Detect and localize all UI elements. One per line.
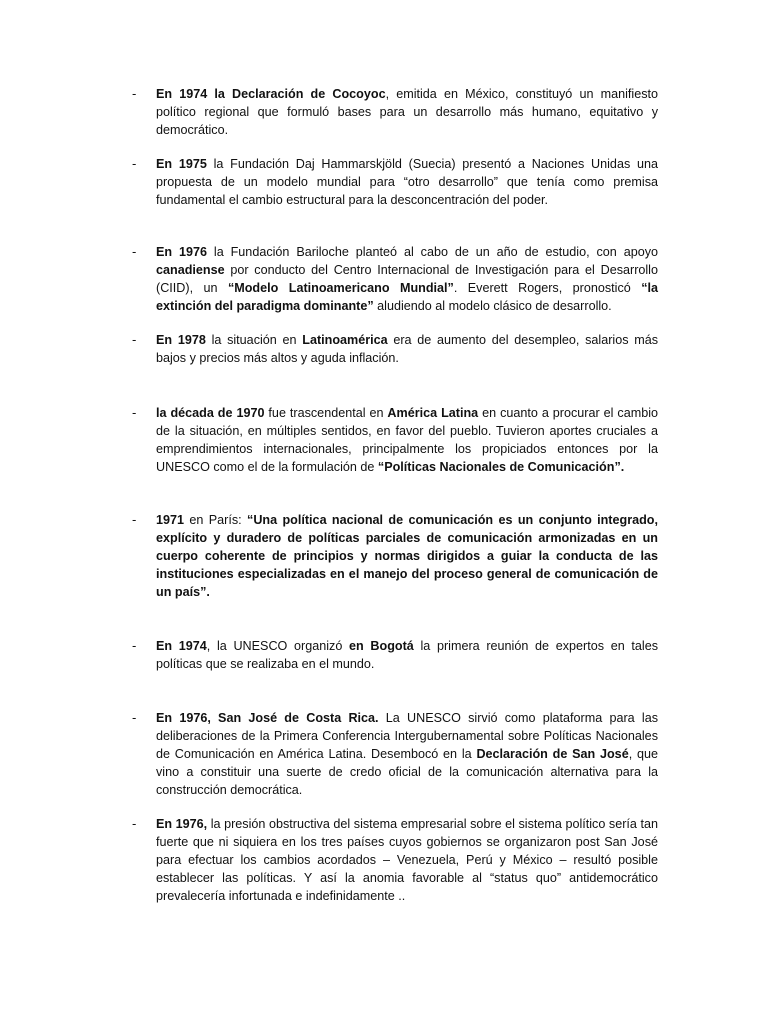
bold-text: En 1976,: [156, 817, 208, 831]
bullet-dash: -: [132, 156, 137, 171]
list-item: [132, 155, 658, 209]
bullet-dash: -: [132, 638, 137, 653]
body-text: . Everett Rogers, pronosticó: [453, 281, 642, 295]
body-text: , que vino a constituir una suerte de credo oficial de la comunicación alternativa para la construcción democrática.: [156, 747, 659, 797]
paragraph: [156, 331, 658, 367]
list-item: [132, 404, 658, 476]
bold-text: En 1974 la Declaración de Cocoyoc: [156, 87, 386, 101]
bold-text: “la extinción del paradigma dominante”: [156, 281, 658, 313]
body-text: por conducto del Centro Internacional de Investigación para el Desarrollo (CIID), un: [156, 263, 658, 295]
paragraph: [156, 637, 658, 673]
body-text: , emitida en México, constituyó un manifiesto político regional que formuló bases para un desarrollo más humano, equitativo y democrático.: [156, 87, 658, 137]
bold-text: Declaración de San José: [476, 747, 629, 761]
list-item: [132, 709, 658, 799]
bold-text: en Bogotá: [349, 639, 414, 653]
body-text: la Fundación Daj Hammarskjöld (Suecia) presentó a Naciones Unidas una propuesta de un modelo mundial para “otro desarrollo” que tenía como premisa fundamental el cambio estructural para la desconcentración del poder.: [156, 157, 659, 207]
body-text: la presión obstructiva del sistema empresarial sobre el sistema político sería tan fuerte que ni siquiera en los tres países cuyos gobiernos se organizaron post San José para efectuar los cambios acordados – Venezuela, Perú y México – resultó posible establecer las políticas. Y así la anomia favorable al “status quo” antidemocrático prevalecería infortunada e indefinidamente ..: [156, 817, 658, 903]
body-text: la situación en: [205, 333, 303, 347]
bold-text: Latinoamérica: [302, 333, 388, 347]
bold-text: “Modelo Latinoamericano Mundial”: [227, 281, 454, 295]
bold-text: canadiense: [156, 263, 225, 277]
bullet-dash: -: [132, 332, 137, 347]
bold-text: “Una política nacional de comunicación es un conjunto integrado, explícito y duradero de políticas parciales de comunicación armonizadas en un cuerpo coherente de principios y normas dirigidos a guiar la conducta de las instituciones especializadas en el manejo del proceso general de comunicación de un país”.: [156, 513, 658, 599]
paragraph: [156, 243, 658, 315]
body-text: La UNESCO sirvió como plataforma para las deliberaciones de la Primera Conferencia Intergubernamental sobre Políticas Nacionales de Comunicación en América Latina. Desembocó en la: [156, 711, 658, 761]
bold-text: En 1974: [156, 639, 207, 653]
paragraph: [156, 85, 658, 139]
bullet-dash: -: [132, 244, 137, 259]
paragraph: [156, 511, 658, 601]
list-item: [132, 815, 658, 905]
body-text: era de aumento del desempleo, salarios más bajos y precios más altos y aguda inflación.: [156, 333, 659, 365]
body-text: en París:: [184, 513, 248, 527]
bold-text: 1971: [156, 513, 185, 527]
bold-text: “Políticas Nacionales de Comunicación”.: [377, 460, 625, 474]
bold-text: En 1978: [156, 333, 206, 347]
list-item: [132, 85, 658, 139]
paragraph: [156, 709, 658, 799]
bold-text: América Latina: [387, 406, 479, 420]
body-text: la Fundación Bariloche planteó al cabo de un año de estudio, con apoyo: [207, 245, 659, 259]
bullet-dash: -: [132, 86, 137, 101]
list-item: [132, 637, 658, 673]
bullet-dash: -: [132, 405, 137, 420]
body-text: fue trascendental en: [264, 406, 388, 420]
bold-text: En 1976, San José de Costa Rica.: [156, 711, 379, 725]
body-text: , la UNESCO organizó: [206, 639, 350, 653]
bold-text: En 1976: [156, 245, 208, 259]
bullet-dash: -: [132, 512, 137, 527]
bullet-dash: -: [132, 816, 137, 831]
body-text: en cuanto a procurar el cambio de la situación, en múltiples sentidos, en favor del pueblo. Tuvieron aportes cruciales a emprendimientos internacionales, principalmente los propiciados entonces por la UNESCO como el de la formulación de: [156, 406, 658, 474]
bullet-dash: -: [132, 710, 137, 725]
body-text: la primera reunión de expertos en tales políticas que se realizaba en el mundo.: [156, 639, 658, 671]
list-item: [132, 243, 658, 315]
body-text: aludiendo al modelo clásico de desarrollo.: [373, 299, 612, 313]
paragraph: [156, 815, 658, 905]
paragraph: [156, 404, 658, 476]
bold-text: la década de 1970: [156, 406, 265, 420]
list-item: [132, 511, 658, 601]
list-item: [132, 331, 658, 367]
bold-text: En 1975: [156, 157, 207, 171]
paragraph: [156, 155, 658, 209]
